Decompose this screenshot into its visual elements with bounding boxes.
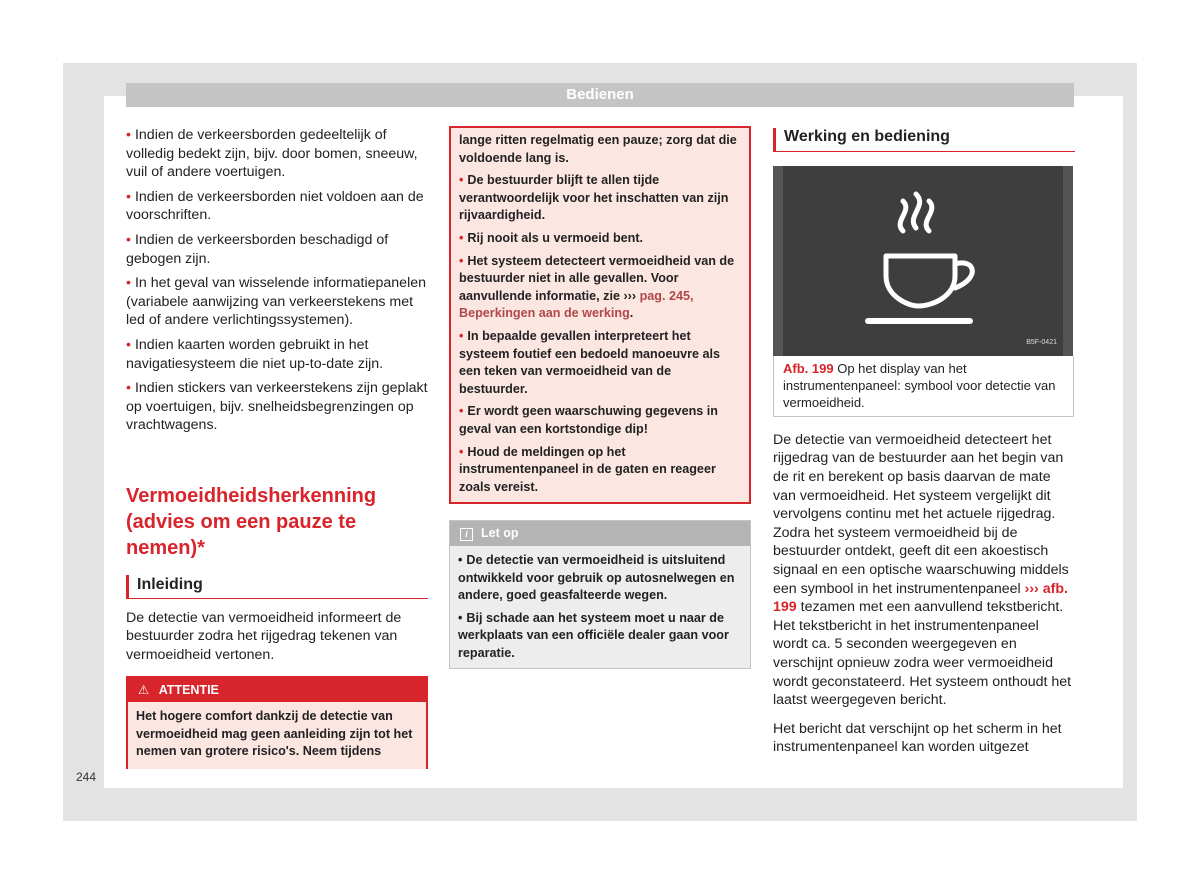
list-item: • In het geval van wisselende informatiepanelen (variabele aanwijzing van verkeerstekens met led of andere verlichtingssystemen).: [126, 275, 426, 329]
attentie-header: [128, 678, 426, 702]
list-item: • Indien kaarten worden gebruikt in het navigatiesysteem die niet up-to-date zijn.: [126, 336, 384, 372]
body-paragraph: De detectie van vermoeidheid detecteert het rijgedrag van de bestuurder aan het begin van de rit en berekent op basis daarvan de mate van vermoeidheid. Het systeem vergelijkt dit vervolgens continu met het actuele rijgedrag. Zodra het systeem vermoeidheid bij de bestuurder ontdekt, geeft dit een akoestisch signaal en een optische waarschuwing middels een symbool in het instrumentenpaneel ››› afb. 199 tezamen met een aanvullend tekstbericht. Het tekstbericht in het instrumentenpaneel wordt ca. 5 seconden weergegeven en verschijnt opnieuw zodra weer vermoeidheid wordt geconstateerd. Het systeem onthoudt het laatst weergegeven bericht.: [773, 431, 1072, 709]
display-panel: [783, 166, 1063, 356]
note-header: [450, 521, 750, 546]
bullet-list: [126, 126, 428, 435]
page-number: 244: [76, 770, 97, 784]
note-label: Let op: [481, 526, 519, 541]
list-item: • Bij schade aan het systeem moet u naar de werkplaats van een officiële dealer gaan voor reparatie.: [458, 610, 729, 660]
coffee-cup-icon: [783, 166, 1063, 356]
warning-triangle-icon: ⚠: [138, 683, 150, 698]
list-item: • Indien de verkeersborden niet voldoen aan de voorschriften.: [126, 188, 424, 224]
subheading-inleiding: Inleiding: [126, 575, 428, 599]
list-item: • Er wordt geen waarschuwing gegevens in geval van een kortstondige dip!: [459, 404, 718, 436]
column-right: [773, 126, 1075, 757]
list-item: • Het systeem detecteert vermoeidheid van de bestuurder niet in alle gevallen. Voor aanvullende informatie, zie ››› pag. 245, Beperkingen aan de werking.: [459, 253, 735, 321]
list-item: • Indien stickers van verkeerstekens zijn geplakt op voertuigen, bijv. snelheidsbegrenzingen op vrachtwagens.: [126, 380, 428, 434]
column-middle: [449, 126, 751, 669]
note-body: [450, 546, 750, 668]
attentie-label: ATTENTIE: [158, 683, 219, 698]
section-heading: Werking en bediening: [773, 128, 1075, 152]
list-item: • De bestuurder blijft te allen tijde verantwoordelijk voor het inschatten van zijn rijvaardigheid.: [459, 173, 729, 223]
list-item: • In bepaalde gevallen interpreteert het systeem foutief een bedoeld manoeuvre als een teken van vermoeidheid van de bestuurder.: [459, 328, 721, 396]
warning-lead: lange ritten regelmatig een pauze; zorg dat die voldoende lang is.: [459, 133, 737, 165]
warning-continuation-box: [449, 126, 751, 504]
list-item: • Indien de verkeersborden beschadigd of gebogen zijn.: [126, 231, 389, 267]
intro-paragraph: De detectie van vermoeidheid informeert de bestuurder zodra het rijgedrag tekenen van vermoeidheid vertonen.: [126, 609, 402, 663]
body-paragraph: Het bericht dat verschijnt op het scherm in het instrumentenpaneel kan worden uitgezet: [773, 720, 1062, 756]
list-item: • Indien de verkeersborden gedeeltelijk of volledig bedekt zijn, bijv. door bomen, sneeuw, vuil of andere voertuigen.: [126, 127, 418, 181]
info-icon: i: [460, 528, 473, 541]
column-left: [126, 126, 428, 769]
note-box: [449, 520, 751, 669]
figure-display: [773, 166, 1073, 356]
chapter-header: Bedienen: [126, 83, 1074, 107]
attentie-text: Het hogere comfort dankzij de detectie van vermoeidheid mag geen aanleiding zijn tot het nemen van grotere risico's. Neem tijdens: [136, 709, 413, 759]
figure-label: Afb. 199: [783, 360, 834, 376]
cross-reference-link[interactable]: pag. 245, Beperkingen aan de werking: [459, 288, 694, 321]
figure-reference-link[interactable]: afb. 199: [773, 580, 1068, 616]
figure-code: B5F-0421: [1026, 339, 1057, 346]
list-item: • Houd de meldingen op het instrumentenpaneel in de gaten en reageer zoals vereist.: [459, 444, 716, 494]
figure-caption: Afb. 199 Op het display van het instrumentenpaneel: symbool voor detectie van vermoeidheid.: [773, 356, 1074, 417]
attentie-box: [126, 676, 428, 769]
list-item: • De detectie van vermoeidheid is uitsluitend ontwikkeld voor gebruik op autosnelwegen en andere, goed geasfalteerde wegen.: [458, 553, 735, 603]
list-item: • Rij nooit als u vermoeid bent.: [459, 230, 644, 245]
section-title: Vermoeidheidsherkenning (advies om een pauze te nemen)*: [126, 484, 377, 559]
